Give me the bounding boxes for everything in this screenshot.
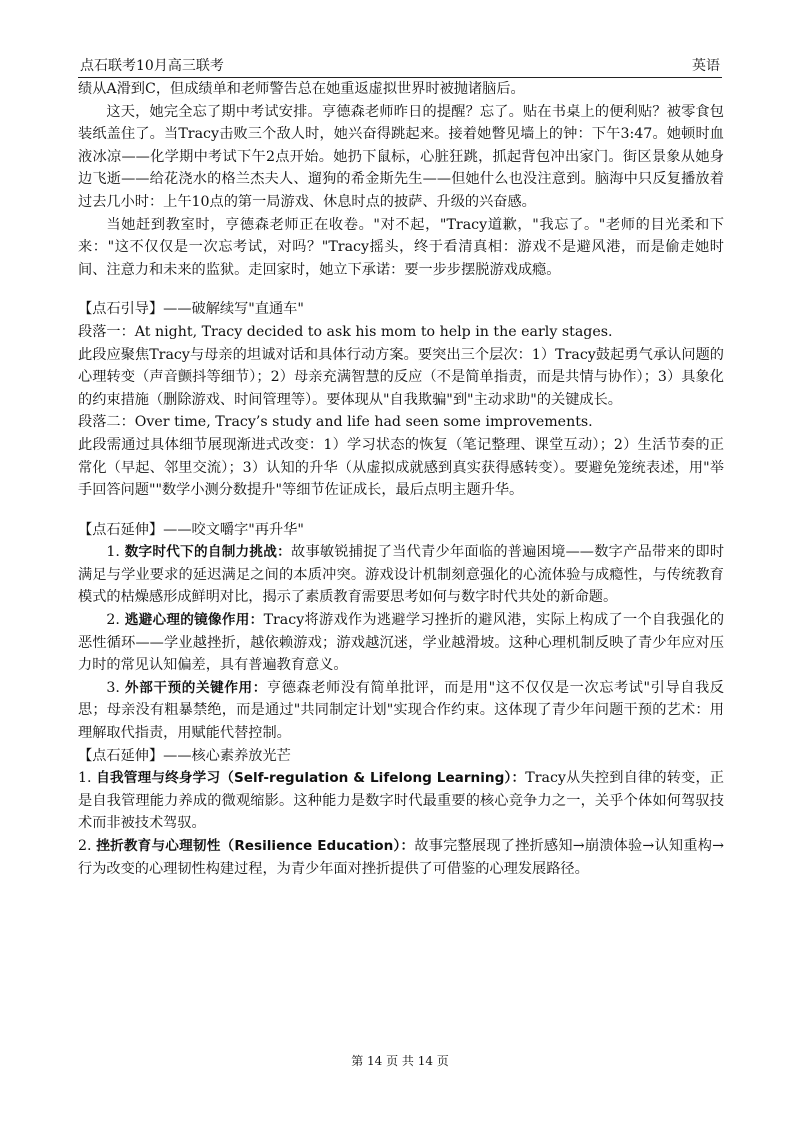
- guide-paragraph-1-opening: [78, 321, 724, 344]
- page-header: [78, 55, 722, 78]
- extend-1-heading: 【点石延伸】——咬文嚼字"再升华": [78, 521, 304, 538]
- guide-paragraph-1-label: 段落一：: [78, 323, 135, 340]
- extend-1-item: [78, 609, 724, 677]
- guide-paragraph-2-opening: [78, 411, 724, 434]
- story-paragraph-2: 这天，她完全忘了期中考试安排。亨德森老师昨日的提醒？忘了。贴在书桌上的便利贴？被零食包装纸盖住了。当Tracy击败三个敌人时，她兴奋得跳起来。接着她瞥见墙上的钟：下午3:47。她顿时血液冰凉——化学期中考试下午2点开始。她扔下鼠标，心脏狂跳，抓起背包冲出家门。街区景象从她身边飞逝——给花浇水的格兰杰夫人、遛狗的希金斯先生——但她什么也没注意到。脑海中只反复播放着过去几小时：上午10点的第一局游戏、休息时点的披萨、升级的兴奋感。: [78, 103, 724, 210]
- extend-2-item: [78, 767, 724, 835]
- page-content: [78, 78, 724, 880]
- guide-paragraph-2-label: 段落二：: [78, 414, 135, 431]
- extend-2-item-title: 自我管理与终身学习（Self-regulation & Lifelong Learning）：: [96, 770, 526, 787]
- extend-1-item-title: 数字时代下的自制力挑战：: [124, 544, 291, 561]
- header-exam-title: 点石联考10月高三联考: [80, 58, 224, 74]
- extend-1-item: [78, 541, 724, 609]
- guide-paragraph-2-sentence: Over time, Tracy’s study and life had seen some improvements.: [134, 414, 593, 431]
- header-subject: 英语: [692, 58, 720, 74]
- extend-1-item-title: 逃避心理的镜像作用：: [124, 612, 264, 629]
- extend-2-item-number: 1.: [78, 770, 97, 787]
- extend-1-item-text: 故事敏锐捕捉了当代青少年面临的普遍困境——数字产品带来的即时满足与学业要求的延迟满足之间的本质冲突。游戏设计机制刻意强化的心流体验与成瘾性，与传统教育模式的枯燥感形成鲜明对比，揭示了素质教育需要思考如何与数字时代共处的新命题。: [78, 544, 725, 606]
- extend-2-heading: 【点石延伸】——核心素养放光芒: [78, 747, 291, 764]
- extend-1-item-number: 3.: [106, 679, 126, 696]
- extend-1-item-number: 1.: [106, 544, 125, 561]
- story-paragraph-3: 当她赶到教室时，亨德森老师正在收卷。"对不起，"Tracy道歉，"我忘了。"老师的目光柔和下来："这不仅仅是一次忘考试，对吗？"Tracy摇头，终于看清真相：游戏不是避风港，而是偷走她时间、注意力和未来的监狱。走回家时，她立下承诺：要一步步摆脱游戏成瘾。: [78, 216, 724, 278]
- guide-paragraph-2-analysis: 此段需通过具体细节展现渐进式改变：1）学习状态的恢复（笔记整理、课堂互动）；2）生活节奏的正常化（早起、邻里交流）；3）认知的升华（从虚拟成就感到真实获得感转变）。要避免笼统表述，用"举手回答问题""数学小测分数提升"等细节佐证成长，最后点明主题升华。: [78, 436, 724, 499]
- extend-2-item-text: Tracy从失控到自律的转变，正是自我管理能力养成的微观缩影。这种能力是数字时代最重要的核心竞争力之一，关乎个体如何驾驭技术而非被技术驾驭。: [78, 770, 724, 832]
- page-footer: 第 14 页 共 14 页: [351, 1054, 449, 1068]
- guide-paragraph-1-sentence: At night, Tracy decided to ask his mom to help in the early stages.: [134, 323, 613, 340]
- extend-2-item: [78, 835, 724, 880]
- extend-2-item-title: 挫折教育与心理韧性（Resilience Education）：: [96, 838, 415, 854]
- story-paragraph-1: 绩从A滑到C，但成绩单和老师警告总在她重返虚拟世界时被抛诸脑后。: [78, 81, 525, 97]
- extend-1-item: [78, 677, 724, 745]
- extend-1-item-text: Tracy将游戏作为逃避学习挫折的避风港，实际上构成了一个自我强化的恶性循环——学业越挫折，越依赖游戏；游戏越沉迷，学业越滑坡。这种心理机制反映了青少年应对压力时的常见认知偏差，具有普遍教育意义。: [78, 612, 725, 674]
- extend-1-item-number: 2.: [106, 612, 125, 629]
- extend-1-item-text: 亨德森老师没有简单批评，而是用"这不仅仅是一次忘考试"引导自我反思；母亲没有粗暴禁绝，而是通过"共同制定计划"实现合作约束。这体现了青少年问题干预的艺术：用理解取代指责，用赋能代替控制。: [78, 679, 724, 742]
- guide-paragraph-1-analysis: 此段应聚焦Tracy与母亲的坦诚对话和具体行动方案。要突出三个层次：1）Tracy鼓起勇气承认问题的心理转变（声音颤抖等细节）；2）母亲充满智慧的反应（不是简单指责，而是共情与协作）；3）具象化的约束措施（删除游戏、时间管理等）。要体现从"自我欺骗"到"主动求助"的关键成长。: [78, 346, 724, 408]
- extend-2-item-text: 故事完整展现了挫折感知→崩溃体验→认知重构→行为改变的心理韧性构建过程，为青少年面对挫折提供了可借鉴的心理发展路径。: [78, 838, 725, 877]
- guide-heading: 【点石引导】——破解续写"直通车": [78, 301, 304, 318]
- extend-2-item-number: 2.: [78, 838, 97, 854]
- extend-1-item-title: 外部干预的关键作用：: [125, 679, 267, 696]
